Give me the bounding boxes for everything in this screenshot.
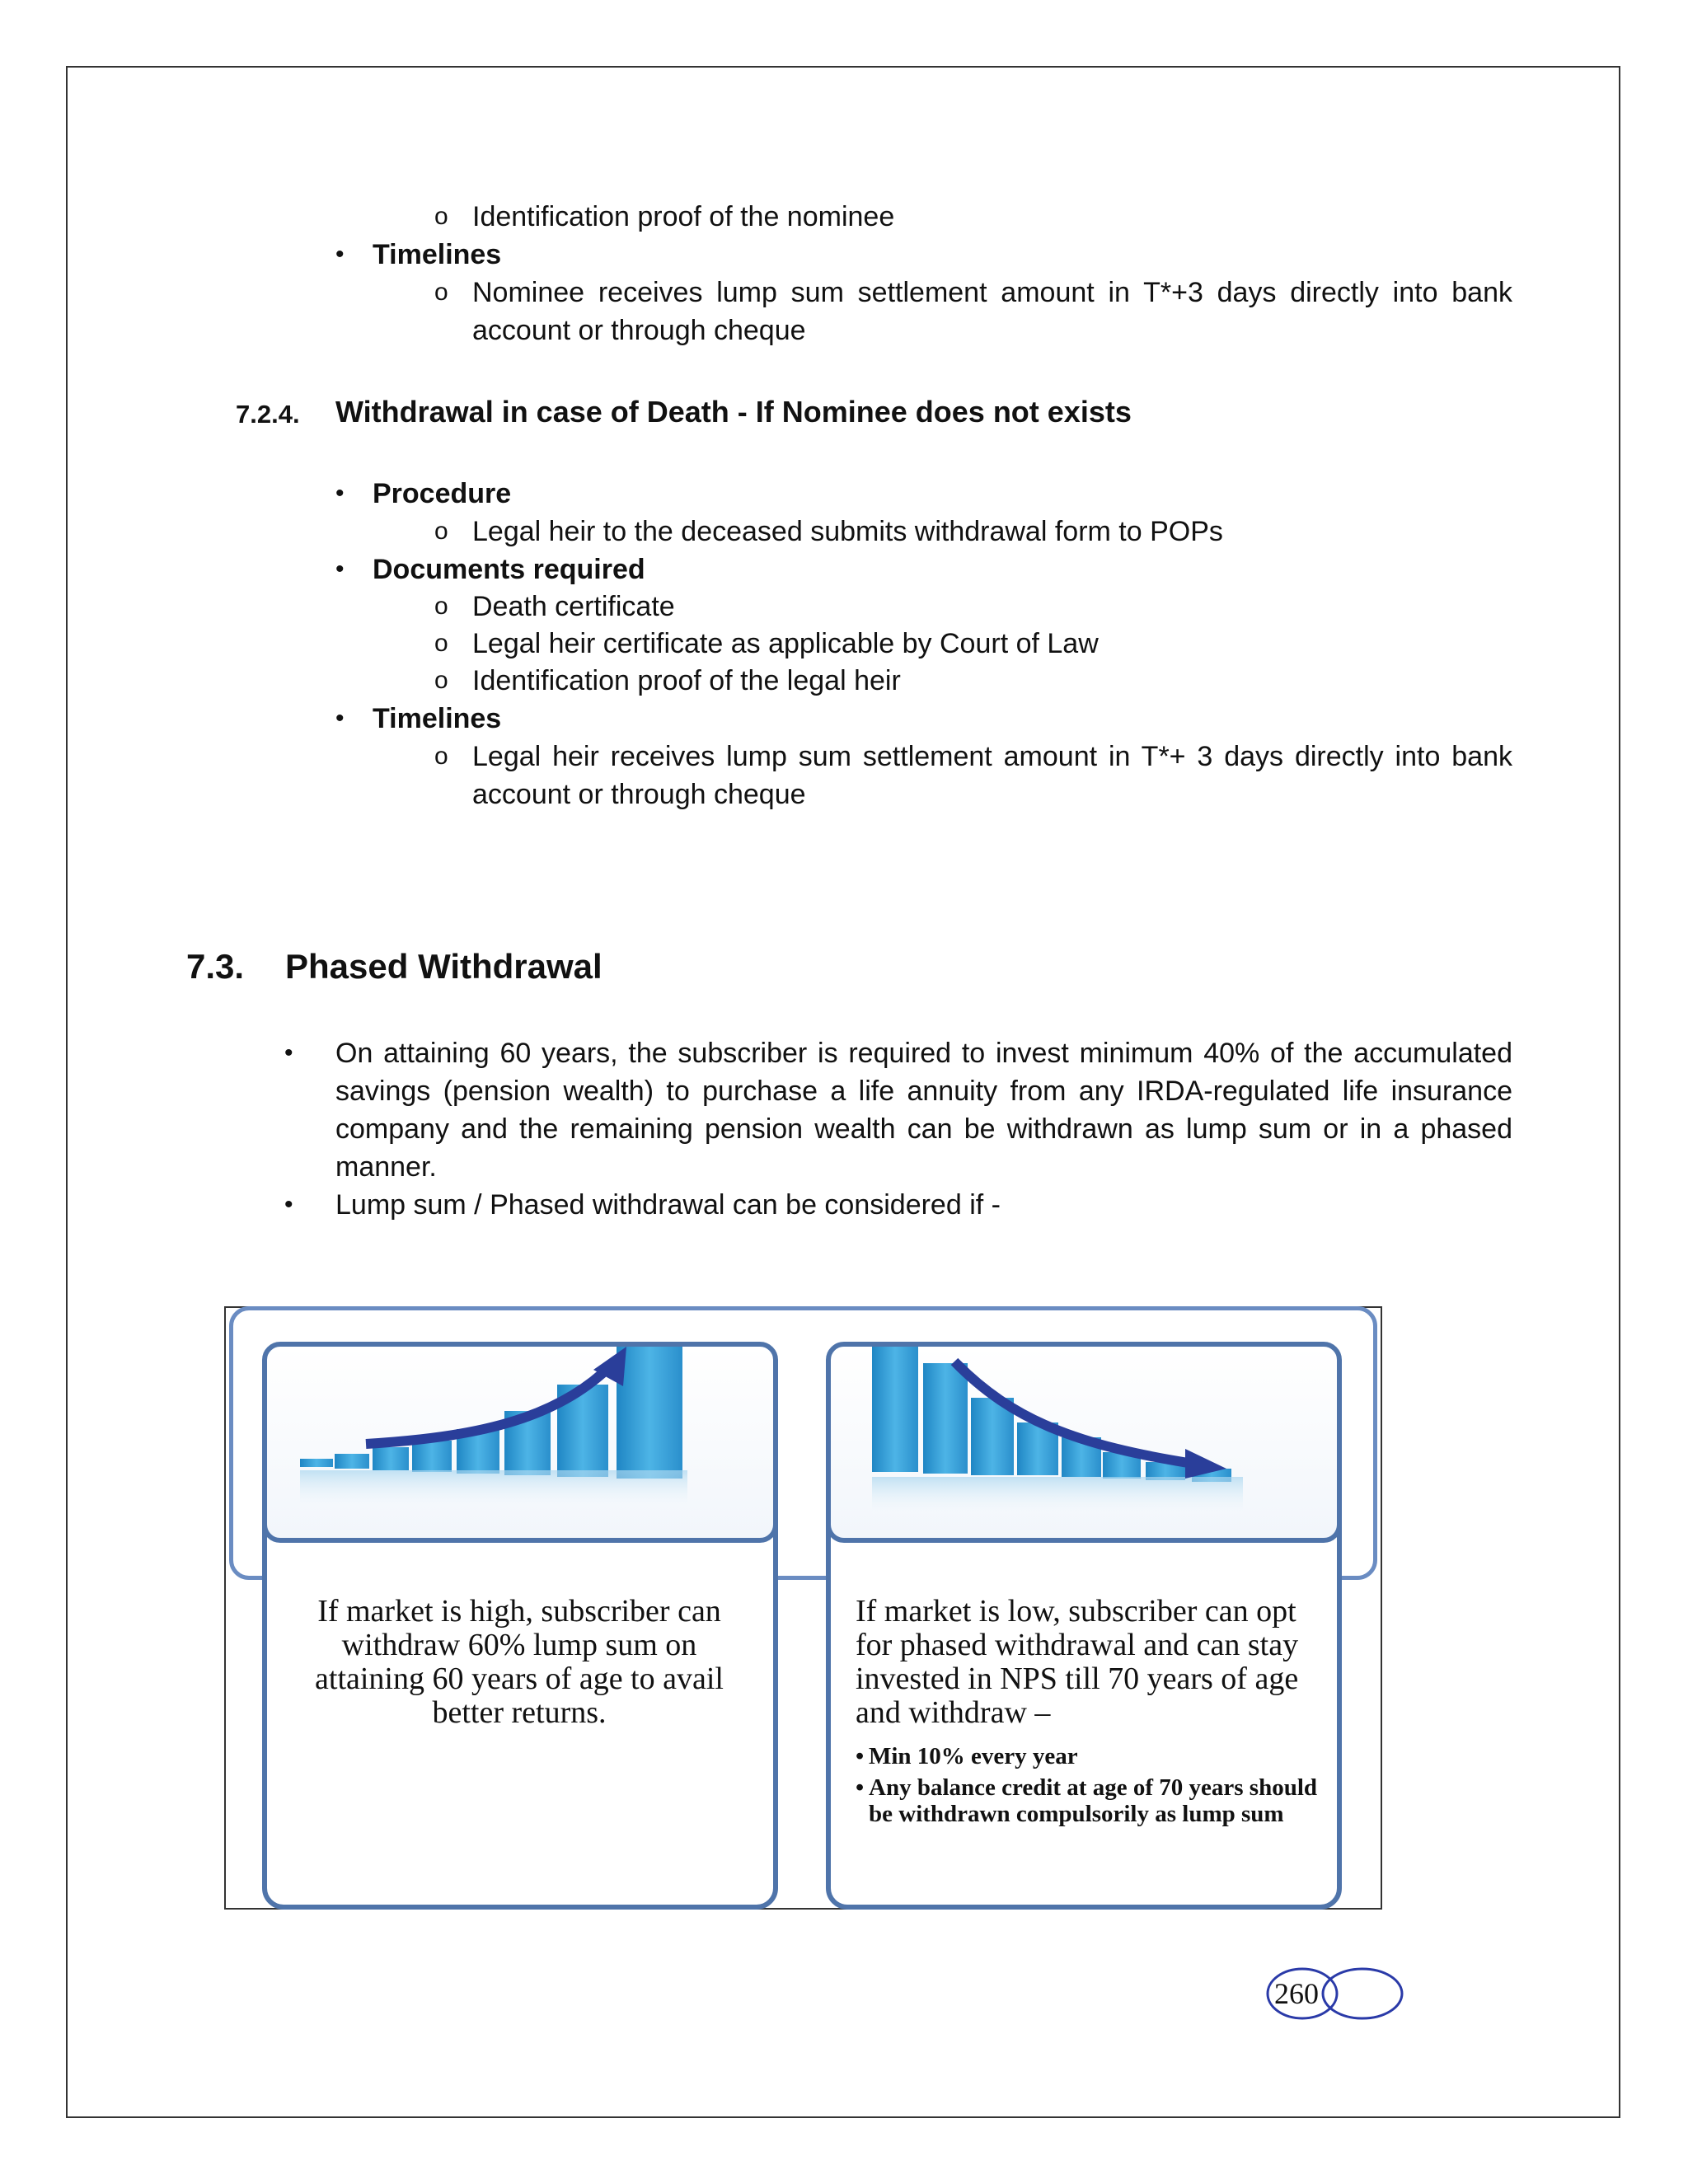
circle-bullet: o (434, 279, 448, 306)
bullet: • (284, 1191, 293, 1218)
section-number: 7.2.4. (236, 400, 300, 429)
circle-bullet: o (434, 667, 448, 694)
list-item: Death certificate (472, 591, 675, 622)
bullet: • (856, 1743, 865, 1769)
section-title: Withdrawal in case of Death - If Nominee does not exists (335, 395, 1132, 429)
list-item: Identification proof of the nominee (472, 201, 895, 232)
rising-chart-image (262, 1342, 778, 1543)
high-market-text: If market is high, subscriber can withdraw 60% lump sum on attaining 60 years of age to avail better returns. (315, 1594, 724, 1730)
rising-bars-graphic (267, 1347, 773, 1538)
list-item: • Min 10% every year (856, 1743, 1078, 1769)
section-title: Phased Withdrawal (285, 947, 603, 986)
circle-bullet: o (434, 630, 448, 657)
list-item: Identification proof of the legal heir (472, 665, 901, 696)
circle-bullet: o (434, 203, 448, 230)
section-number: 7.3. (186, 947, 245, 986)
low-market-text: If market is low, subscriber can opt for phased withdrawal and can stay invested in NPS till 70 years of age and withdraw – (856, 1594, 1299, 1730)
documents-label: Documents required (373, 554, 645, 585)
timeline-text: Legal heir receives lump sum settlement amount in T*+ 3 days directly into bank account or through cheque (472, 741, 1512, 810)
bullet: • (335, 241, 345, 268)
low-market-list (856, 1743, 1317, 1827)
timelines-label: Timelines (373, 239, 502, 270)
timeline-text: Nominee receives lump sum settlement amount in T*+3 days directly into bank account or through cheque (472, 277, 1512, 346)
bullet: • (284, 1039, 293, 1066)
list-item: • Any balance credit at age of 70 years should be withdrawn compulsorily as lump sum (856, 1774, 1318, 1827)
circle-bullet: o (434, 743, 448, 770)
falling-bars-graphic (831, 1347, 1337, 1538)
bullet: • (335, 480, 345, 507)
falling-chart-image (826, 1342, 1342, 1543)
bullet: • (856, 1774, 865, 1801)
bullet: • (335, 555, 345, 583)
list-item: Legal heir to the deceased submits withdrawal form to POPs (472, 516, 1223, 547)
paragraph: On attaining 60 years, the subscriber is required to invest minimum 40% of the accumulated savings (pension wealth) to purchase a life annuity from any IRDA-regulated life insurance company and the remaining pension wealth can be withdrawn as lump sum or in a phased manner. (335, 1038, 1512, 1183)
page-number: 260 (1274, 1977, 1319, 2010)
list-item: Legal heir certificate as applicable by Court of Law (472, 628, 1099, 659)
procedure-label: Procedure (373, 478, 512, 509)
circle-bullet: o (434, 593, 448, 620)
circle-bullet: o (434, 518, 448, 545)
timelines-label: Timelines (373, 703, 502, 734)
paragraph: Lump sum / Phased withdrawal can be considered if - (335, 1189, 1001, 1221)
bullet: • (335, 705, 345, 732)
